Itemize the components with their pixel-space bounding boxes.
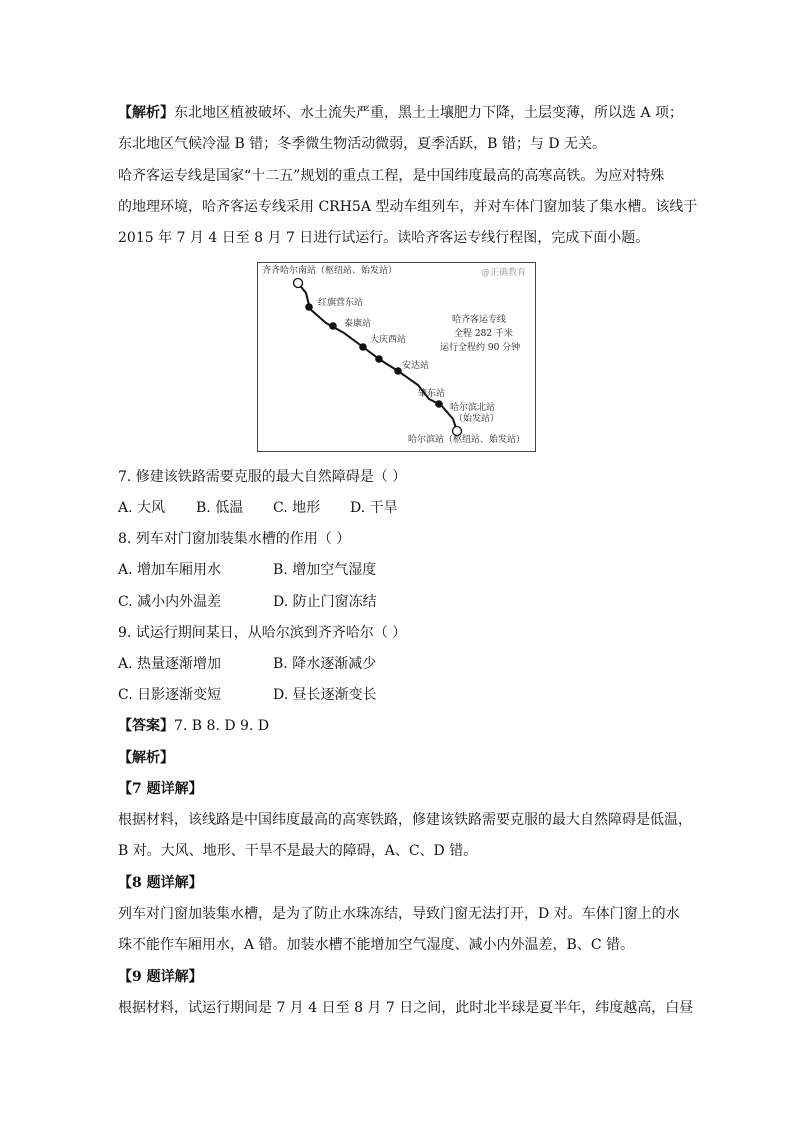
watermark: @正确教育 bbox=[481, 268, 527, 278]
route-info-duration: 运行全程约 90 分钟 bbox=[440, 343, 521, 353]
detail-8-line-2: 珠不能作车厢用水，A 错。加装水槽不能增加空气湿度、减小内外温差，B、C 错。 bbox=[118, 937, 635, 953]
answer-text: 7. B 8. D 9. D bbox=[174, 718, 270, 734]
detail-7-line-1: 根据材料，该线路是中国纬度最高的高寒铁路，修建该铁路需要克服的最大自然障碍是低温， bbox=[118, 812, 692, 828]
question-7-option-c: C. 地形 bbox=[273, 500, 321, 516]
question-9-stem: 9. 试运行期间某日，从哈尔滨到齐齐哈尔（ ） bbox=[118, 625, 407, 641]
station-label-harbin-north: 哈尔滨北站 bbox=[450, 403, 496, 413]
station-label-zhaodong: 肇东站 bbox=[418, 389, 446, 399]
detail-7-line-2: B 对。大风、地形、干旱不是最大的障碍，A、C、D 错。 bbox=[118, 843, 478, 859]
station-marker-qiqihar bbox=[294, 279, 303, 288]
route-info-name: 哈齐客运专线 bbox=[452, 315, 507, 325]
analysis-tag: 【解析】 bbox=[118, 105, 174, 121]
station-marker-daqing-west bbox=[359, 343, 367, 351]
detail-8-line-1: 列车对门窗加装集水槽，是为了防止水珠冻结，导致门窗无法打开，D 对。车体门窗上的水 bbox=[118, 906, 680, 922]
question-8-option-d: D. 防止门窗冻结 bbox=[273, 594, 377, 610]
prev-analysis-line-2: 东北地区气候冷湿 B 错；冬季微生物活动微弱，夏季活跃，B 错；与 D 无关。 bbox=[118, 136, 607, 152]
question-8-option-a: A. 增加车厢用水 bbox=[118, 562, 222, 578]
station-label-anda: 安达站 bbox=[402, 361, 430, 371]
railway-route-map bbox=[257, 262, 536, 452]
station-label-harbin-north-note: （始发站） bbox=[454, 414, 500, 424]
analysis-title: 【解析】 bbox=[118, 750, 174, 766]
question-7-option-d: D. 干旱 bbox=[350, 500, 398, 516]
answer-tag: 【答案】 bbox=[118, 718, 174, 734]
detail-7-title: 【7 题详解】 bbox=[118, 781, 203, 797]
station-marker-taikang bbox=[329, 322, 337, 330]
station-marker-anda bbox=[394, 367, 402, 375]
station-label-daqing-west: 大庆西站 bbox=[370, 335, 407, 345]
question-7-stem: 7. 修建该铁路需要克服的最大自然障碍是（ ） bbox=[118, 469, 407, 485]
question-8-option-b: B. 增加空气湿度 bbox=[273, 562, 377, 578]
route-info-length: 全程 282 千米 bbox=[454, 329, 513, 339]
intro-line-1: 哈齐客运专线是国家“十二五”规划的重点工程，是中国纬度最高的高寒高铁。为应对特殊 bbox=[118, 168, 665, 184]
station-marker-zhaodong bbox=[435, 400, 443, 408]
station-marker-hongqiying bbox=[305, 303, 313, 311]
question-9-option-a: A. 热量逐渐增加 bbox=[118, 656, 222, 672]
station-marker-jingshui bbox=[375, 355, 383, 363]
question-9-option-d: D. 昼长逐渐变长 bbox=[273, 687, 377, 703]
station-label-taikang: 泰康站 bbox=[344, 319, 372, 329]
prev-analysis-line-1 bbox=[118, 103, 688, 123]
station-label-harbin: 哈尔滨站（枢纽站、始发站） bbox=[408, 435, 526, 445]
question-8-option-c: C. 减小内外温差 bbox=[118, 594, 222, 610]
detail-9-line-1: 根据材料，试运行期间是 7 月 4 日至 8 月 7 日之间，此时北半球是夏半年，纬度越高，白昼 bbox=[118, 1000, 694, 1016]
answer-line bbox=[118, 716, 688, 736]
intro-line-2: 的地理环境，哈齐客运专线采用 CRH5A 型动车组列车，并对车体门窗加装了集水槽。该线于 bbox=[118, 199, 698, 215]
intro-line-3: 2015 年 7 月 4 日至 8 月 7 日进行试运行。读哈齐客运专线行程图，完成下面小题。 bbox=[118, 230, 650, 246]
question-9-option-c: C. 日影逐渐变短 bbox=[118, 687, 222, 703]
question-7-option-a: A. 大风 bbox=[118, 500, 166, 516]
station-label-hongqiying: 红旗营东站 bbox=[318, 298, 364, 308]
question-7-option-b: B. 低温 bbox=[196, 500, 244, 516]
detail-8-title: 【8 题详解】 bbox=[118, 875, 203, 891]
question-8-stem: 8. 列车对门窗加装集水槽的作用（ ） bbox=[118, 531, 351, 547]
question-9-option-b: B. 降水逐渐减少 bbox=[273, 656, 377, 672]
station-label-qiqihar: 齐齐哈尔南站（枢纽站、始发站） bbox=[262, 266, 398, 276]
prev-analysis-text-1: 东北地区植被破坏、水土流失严重，黑土土壤肥力下降，土层变薄，所以选 A 项； bbox=[174, 105, 684, 121]
detail-9-title: 【9 题详解】 bbox=[118, 969, 203, 985]
